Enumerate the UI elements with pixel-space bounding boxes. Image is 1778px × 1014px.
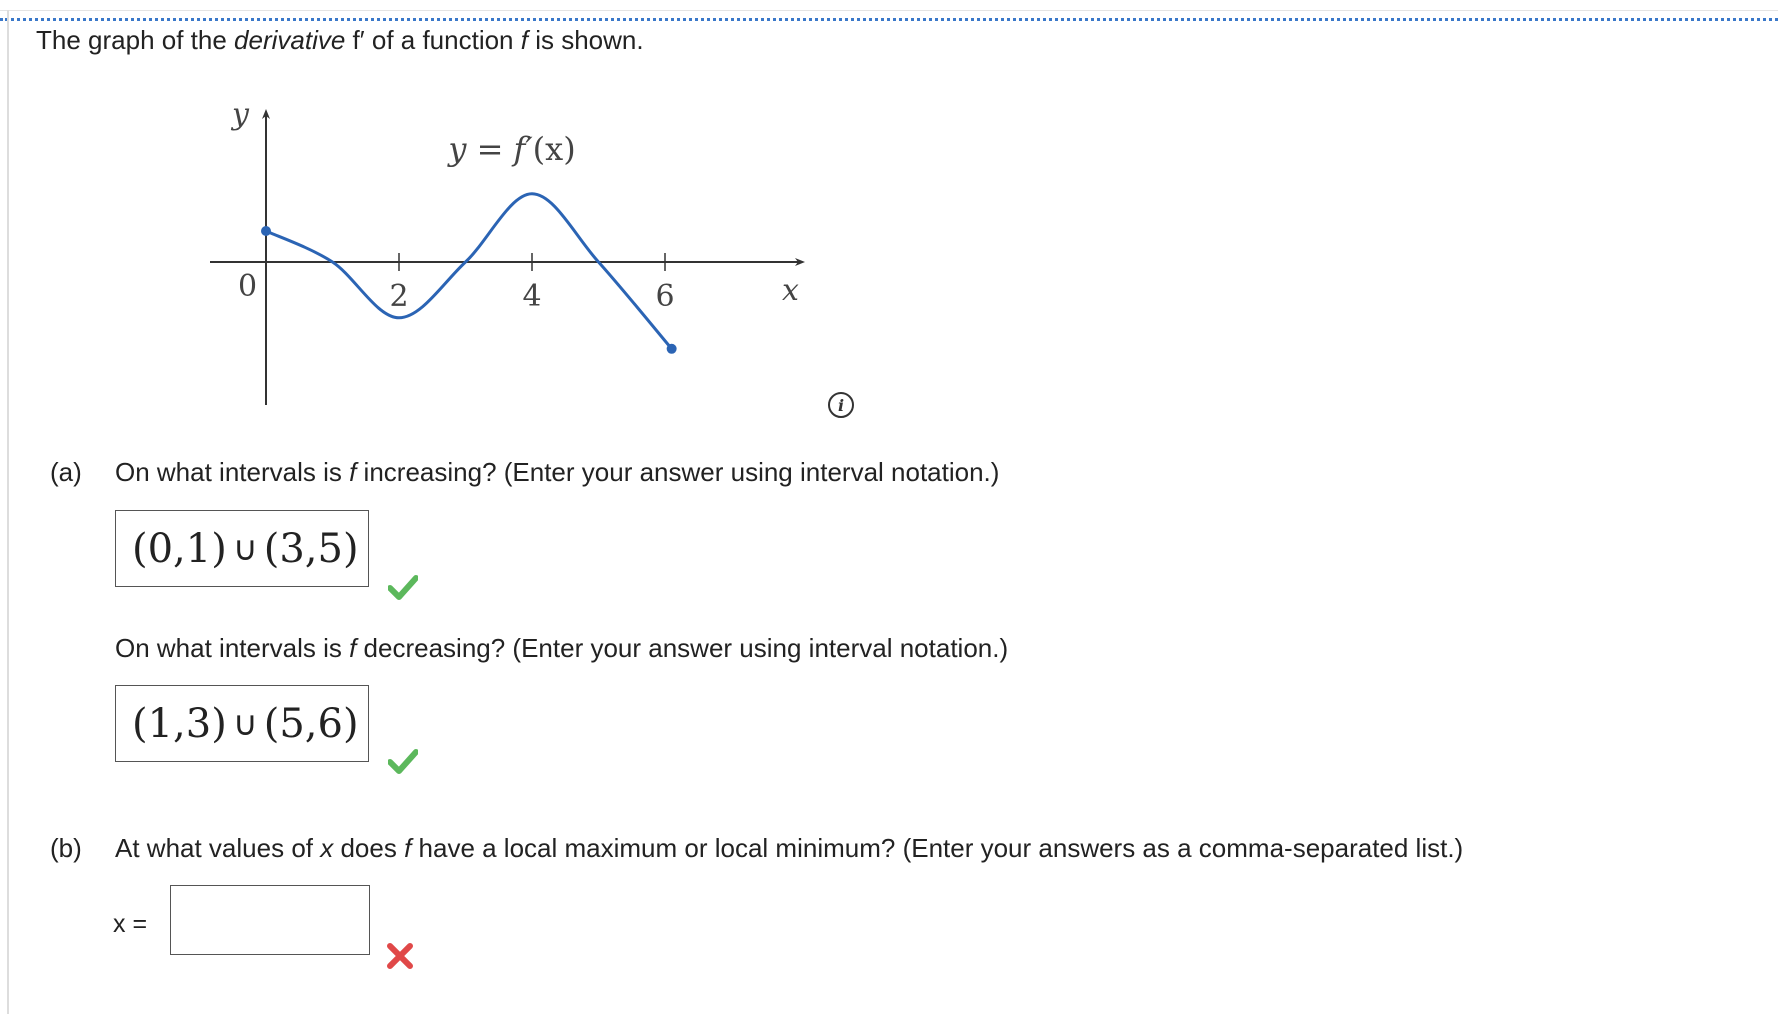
part-b-label: (b) [50, 833, 82, 863]
q-a1-f: f [349, 457, 357, 487]
incorrect-x-icon [386, 942, 414, 970]
top-dotted-border [0, 18, 1778, 21]
q-a2-after: decreasing? (Enter your answer using interval notation.) [356, 633, 1009, 663]
local-extrema-input[interactable] [170, 885, 370, 955]
answer1-right: (3,5) [263, 525, 359, 572]
intro-part3: is shown. [527, 25, 644, 55]
question-local-extrema [115, 833, 1463, 863]
intro-part1: The graph of the [36, 25, 235, 55]
decreasing-answer-field[interactable] [115, 685, 369, 762]
x-equals-label: x = [113, 910, 148, 938]
x-axis-label: x [782, 273, 799, 308]
x-tick-label-6: 6 [655, 279, 675, 314]
info-icon[interactable] [827, 391, 855, 419]
x-tick-label-4: 4 [522, 279, 542, 314]
q-a2-f: f [349, 633, 357, 663]
chart-title [446, 130, 575, 168]
increasing-answer-field[interactable] [115, 510, 369, 587]
q-a1-before: On what intervals is [115, 457, 350, 487]
question-decreasing [115, 633, 1008, 663]
q-b-after: have a local maximum or local minimum? (Enter your answers as a comma-separated list.) [411, 833, 1464, 863]
derivative-graph [200, 100, 820, 410]
answer2-union: ∪ [232, 704, 258, 743]
title-eq: = [466, 130, 514, 168]
correct-check-icon [388, 748, 418, 774]
answer2-right: (5,6) [263, 700, 359, 747]
intro-part2: f′ of a function [345, 25, 521, 55]
info-icon-glyph: i [837, 396, 845, 415]
y-axis-label: y [232, 100, 249, 132]
x-tick-label-2: 2 [389, 279, 409, 314]
question-increasing [115, 457, 999, 487]
q-b-f: f [404, 833, 412, 863]
origin-label: 0 [238, 269, 258, 304]
q-a2-before: On what intervals is [115, 633, 350, 663]
answer1-union: ∪ [232, 529, 258, 568]
title-arg: (x) [532, 130, 576, 168]
q-b-x: x [320, 833, 334, 863]
correct-check-icon [388, 574, 418, 600]
intro-italic: derivative [234, 25, 346, 55]
top-rule [0, 10, 1778, 11]
derivative-curve [266, 194, 675, 349]
q-a1-after: increasing? (Enter your answer using interval notation.) [356, 457, 1000, 487]
intro-text [36, 25, 644, 55]
q-b-mid: does [333, 833, 405, 863]
answer1-left: (0,1) [132, 525, 227, 572]
left-rule [7, 10, 9, 1014]
title-fprime: f′ [513, 130, 533, 168]
intro-f: f [520, 25, 528, 55]
curve-end-point [667, 344, 677, 354]
q-b-before: At what values of [115, 833, 321, 863]
title-y: y [448, 130, 467, 168]
answer2-left: (1,3) [132, 700, 227, 747]
curve-start-point [261, 226, 271, 236]
part-a-label: (a) [50, 457, 82, 487]
